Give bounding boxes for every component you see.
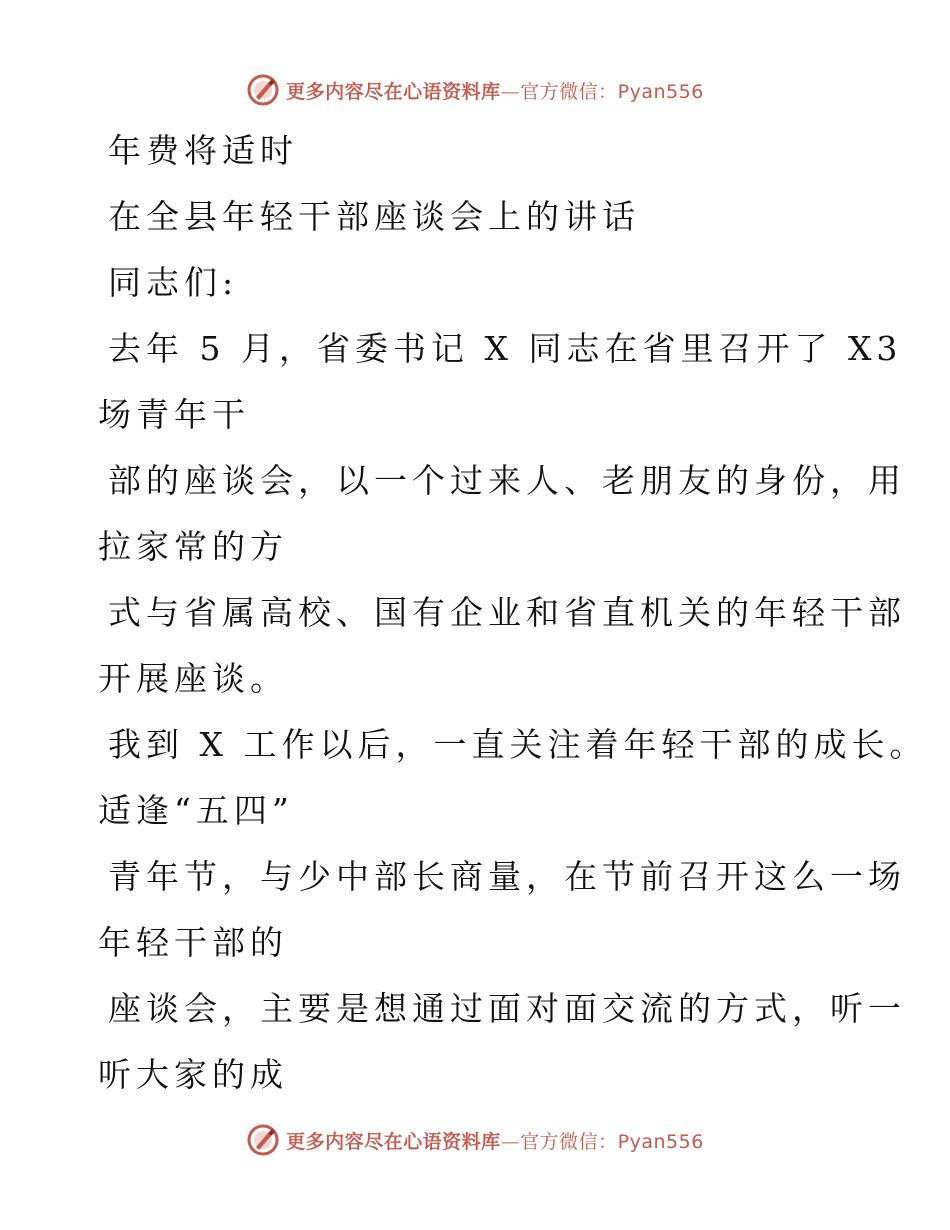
document-title: 在全县年轻干部座谈会上的讲话	[108, 197, 640, 236]
text-line: 拉家常的方	[98, 527, 288, 566]
text-line: 青年节，与少中部长商量，在节前召开这么一场	[108, 857, 906, 896]
fountain-pen-seal-icon	[246, 1123, 280, 1157]
text-line: 去年 5 月，省委书记 X 同志在省里召开了 X3	[108, 329, 903, 368]
text-line: 年轻干部的	[98, 923, 288, 962]
header-watermark	[0, 68, 950, 112]
text-line: 适逢“五四”	[98, 791, 294, 830]
text-line: 场青年干	[98, 395, 250, 434]
fountain-pen-seal-icon	[246, 73, 280, 107]
footer-watermark	[0, 1118, 950, 1162]
text-line: 座谈会，主要是想通过面对面交流的方式，听一	[108, 989, 906, 1028]
footer-separator: —	[500, 1130, 521, 1153]
document-body	[98, 118, 928, 1108]
text-line: 年费将适时	[108, 131, 298, 170]
salutation: 同志们:	[108, 263, 239, 302]
text-line: 开展座谈。	[98, 659, 288, 698]
header-site-name: 更多内容尽在心语资料库	[286, 80, 501, 103]
header-separator: —	[500, 80, 521, 103]
text-line: 部的座谈会，以一个过来人、老朋友的身份，用	[108, 461, 906, 500]
text-line: 听大家的成	[98, 1055, 288, 1094]
text-line: 式与省属高校、国有企业和省直机关的年轻干部	[108, 593, 906, 632]
text-line: 我到 X 工作以后，一直关注着年轻干部的成长。	[108, 725, 928, 764]
header-wechat: 官方微信：Pyan556	[520, 80, 704, 103]
footer-wechat: 官方微信：Pyan556	[520, 1130, 704, 1153]
footer-site-name: 更多内容尽在心语资料库	[286, 1130, 501, 1153]
